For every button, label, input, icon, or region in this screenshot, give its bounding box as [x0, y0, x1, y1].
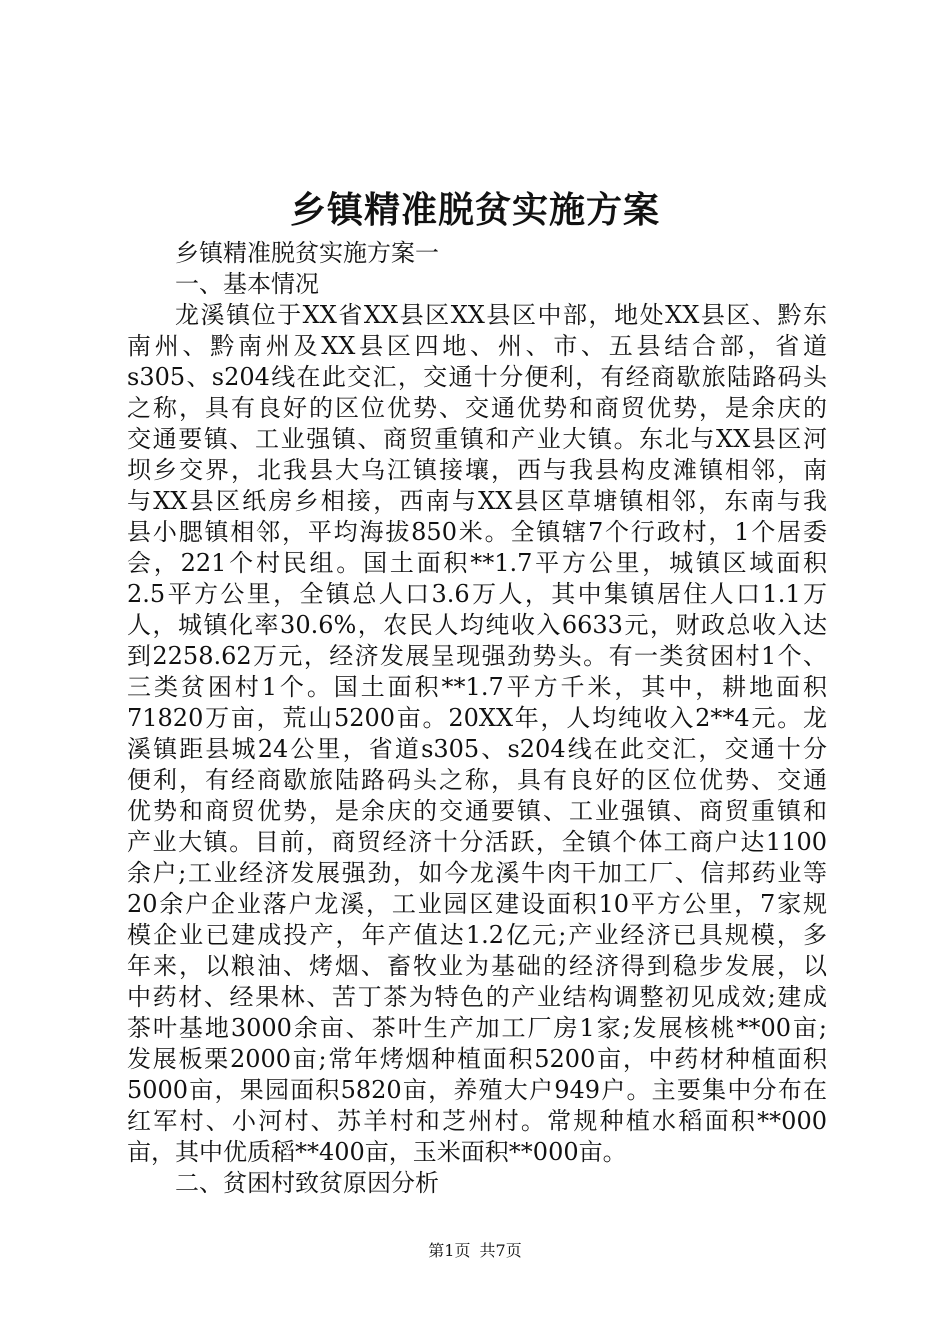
- paragraph-line: 龙溪镇位于XX省XX县区XX县区中部，地处XX县区、黔东: [175, 301, 827, 329]
- section-heading-basic-info: 一、基本情况: [175, 270, 319, 298]
- paragraph-line: 县小腮镇相邻，平均海拔850米。全镇辖7个行政村，1个居委: [127, 518, 827, 546]
- document-body: [127, 238, 827, 1199]
- paragraph-line: 人，城镇化率30.6%，农民人均纯收入6633元，财政总收入达: [127, 611, 827, 639]
- paragraph-line: 5000亩，果园面积5820亩，养殖大户949户。主要集中分布在: [127, 1076, 827, 1104]
- paragraph-line: 亩，其中优质稻**400亩，玉米面积**000亩。: [127, 1138, 627, 1166]
- paragraph-line: 2.5平方公里，全镇总人口3.6万人，其中集镇居住人口1.1万: [127, 580, 827, 608]
- page-footer: [0, 1241, 950, 1261]
- paragraph-line: 年来，以粮油、烤烟、畜牧业为基础的经济得到稳步发展，以: [127, 952, 827, 980]
- paragraph-line: 茶叶基地3000余亩、茶叶生产加工厂房1家;发展核桃**00亩;: [127, 1014, 827, 1042]
- paragraph-basic-info: [127, 300, 827, 1168]
- paragraph-line: 便利，有经商歇旅陆路码头之称，具有良好的区位优势、交通: [127, 766, 827, 794]
- paragraph-line: 之称，具有良好的区位优势、交通优势和商贸优势，是余庆的: [127, 394, 827, 422]
- paragraph-line: 模企业已建成投产，年产值达1.2亿元;产业经济已具规模，多: [127, 921, 827, 949]
- paragraph-line: 优势和商贸优势，是余庆的交通要镇、工业强镇、商贸重镇和: [127, 797, 827, 825]
- paragraph-line: 坝乡交界，北我县大乌江镇接壤，西与我县构皮滩镇相邻，南: [127, 456, 827, 484]
- paragraph-line: 会，221个村民组。国土面积**1.7平方公里，城镇区域面积: [127, 549, 827, 577]
- section-heading-poverty-causes: 二、贫困村致贫原因分析: [175, 1169, 439, 1197]
- paragraph-line: 红军村、小河村、苏羊村和芝州村。常规种植水稻面积**000: [127, 1107, 827, 1135]
- paragraph-line: 与XX县区纸房乡相接，西南与XX县区草塘镇相邻，东南与我: [127, 487, 827, 515]
- paragraph-line: 到2258.62万元，经济发展呈现强劲势头。有一类贫困村1个、: [127, 642, 827, 670]
- paragraph-line: 20余户企业落户龙溪，工业园区建设面积10平方公里，7家规: [127, 890, 827, 918]
- paragraph-line: 发展板栗2000亩;常年烤烟种植面积5200亩，中药材种植面积: [127, 1045, 827, 1073]
- paragraph-line: 71820万亩，荒山5200亩。20XX年，人均纯收入2**4元。龙: [127, 704, 827, 732]
- paragraph-line: 余户;工业经济发展强劲，如今龙溪牛肉干加工厂、信邦药业等: [127, 859, 827, 887]
- page-total: 共7页: [479, 1241, 522, 1260]
- paragraph-line: 产业大镇。目前，商贸经济十分活跃，全镇个体工商户达1100: [127, 828, 827, 856]
- paragraph-line: 中药材、经果林、苦丁茶为特色的产业结构调整初见成效;建成: [127, 983, 827, 1011]
- page-number: 第1页: [428, 1241, 471, 1260]
- paragraph-line: 南州、黔南州及XX县区四地、州、市、五县结合部，省道: [127, 332, 827, 360]
- paragraph-line: 三类贫困村1个。国土面积**1.7平方千米，其中，耕地面积: [127, 673, 827, 701]
- document-subtitle: 乡镇精准脱贫实施方案一: [175, 239, 439, 267]
- paragraph-line: s305、s204线在此交汇，交通十分便利，有经商歇旅陆路码头: [127, 363, 827, 391]
- paragraph-line: 溪镇距县城24公里，省道s305、s204线在此交汇，交通十分: [127, 735, 827, 763]
- document-title: 乡镇精准脱贫实施方案: [289, 189, 660, 231]
- paragraph-line: 交通要镇、工业强镇、商贸重镇和产业大镇。东北与XX县区河: [127, 425, 827, 453]
